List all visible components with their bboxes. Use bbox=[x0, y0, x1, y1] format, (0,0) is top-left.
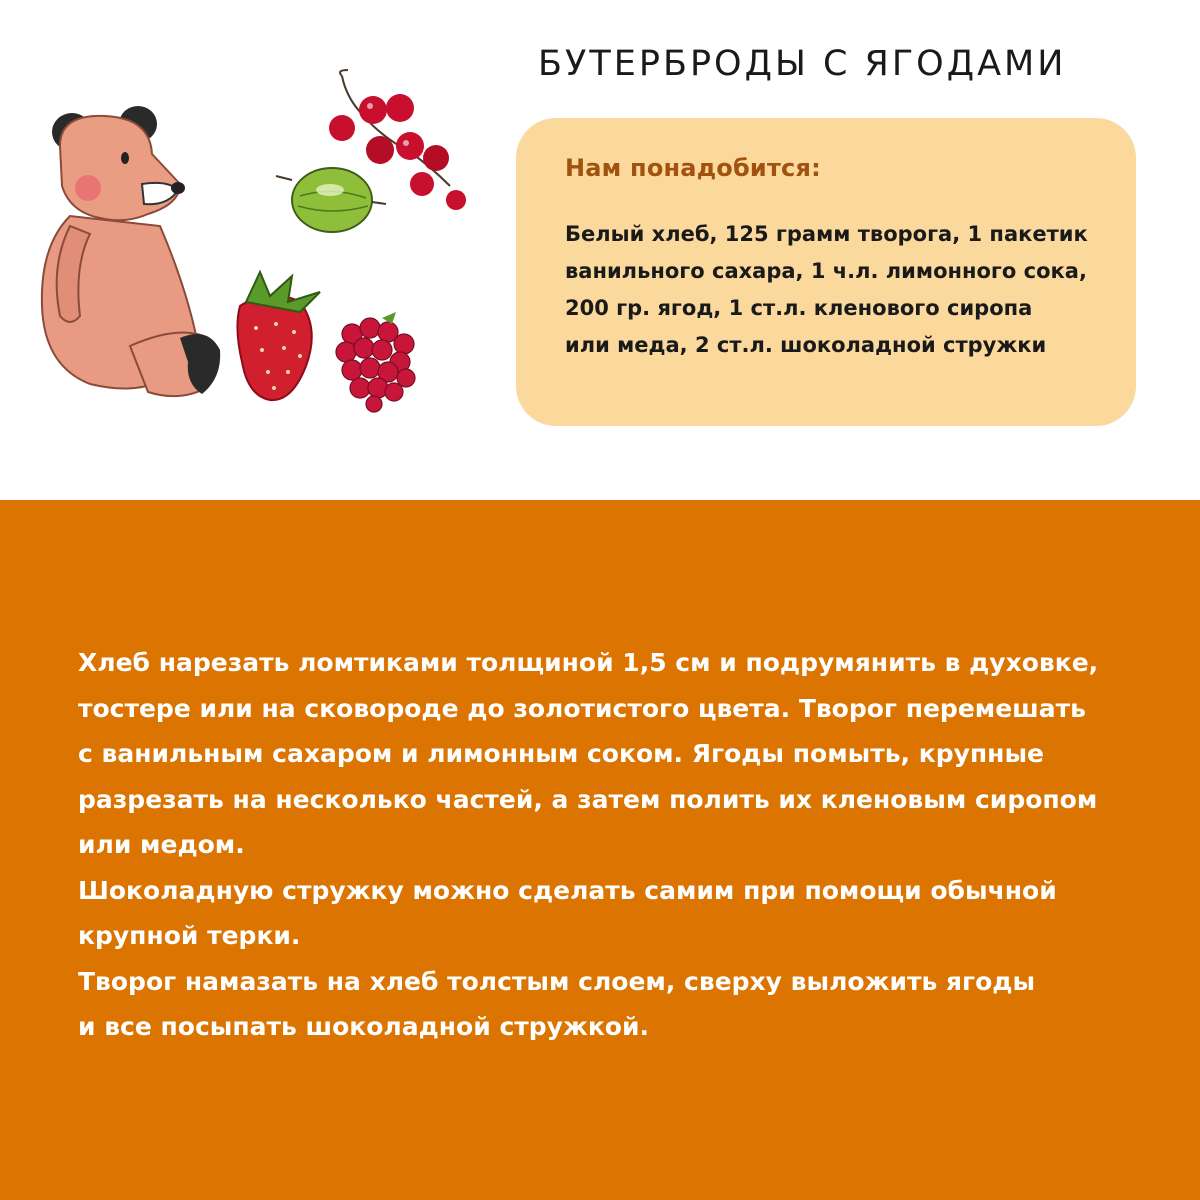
ingredients-line: ванильного сахара, 1 ч.л. лимонного сока, bbox=[565, 259, 1087, 283]
top-section bbox=[0, 0, 1200, 500]
gooseberry-icon bbox=[276, 168, 386, 232]
method-line: Творог намазать на хлеб толстым слоем, сверху выложить ягоды bbox=[78, 966, 1036, 996]
page-title: БУТЕРБРОДЫ С ЯГОДАМИ bbox=[538, 44, 1067, 84]
raspberry-icon bbox=[336, 312, 415, 412]
ingredients-card bbox=[516, 118, 1136, 426]
method-line: тостере или на сковороде до золотистого цвета. Творог перемешать bbox=[78, 693, 1086, 723]
method-line: крупной терки. bbox=[78, 921, 301, 950]
method-text bbox=[78, 640, 1168, 1050]
ingredients-list bbox=[565, 216, 1125, 364]
method-line: Шоколадную стружку можно сделать самим при помощи обычной bbox=[78, 875, 1057, 905]
ingredients-line: Белый хлеб, 125 грамм творога, 1 пакетик bbox=[565, 222, 1088, 246]
ingredients-line: 200 гр. ягод, 1 ст.л. кленового сиропа bbox=[565, 296, 1033, 320]
method-section bbox=[0, 500, 1200, 1200]
method-line: Хлеб нарезать ломтиками толщиной 1,5 см и подрумянить в духовке, bbox=[78, 648, 1099, 677]
bear-icon bbox=[42, 106, 220, 396]
ingredients-heading: Нам понадобится: bbox=[565, 154, 821, 182]
method-line: и все посыпать шоколадной стружкой. bbox=[78, 1012, 649, 1041]
ingredients-line: или меда, 2 ст.л. шоколадной стружки bbox=[565, 333, 1047, 357]
method-line: или медом. bbox=[78, 830, 245, 859]
method-line: с ванильным сахаром и лимонным соком. Ягоды помыть, крупные bbox=[78, 739, 1045, 768]
berries-illustration bbox=[30, 66, 490, 416]
method-line: разрезать на несколько частей, а затем полить их кленовым сиропом bbox=[78, 784, 1098, 814]
strawberry-icon bbox=[237, 272, 320, 400]
